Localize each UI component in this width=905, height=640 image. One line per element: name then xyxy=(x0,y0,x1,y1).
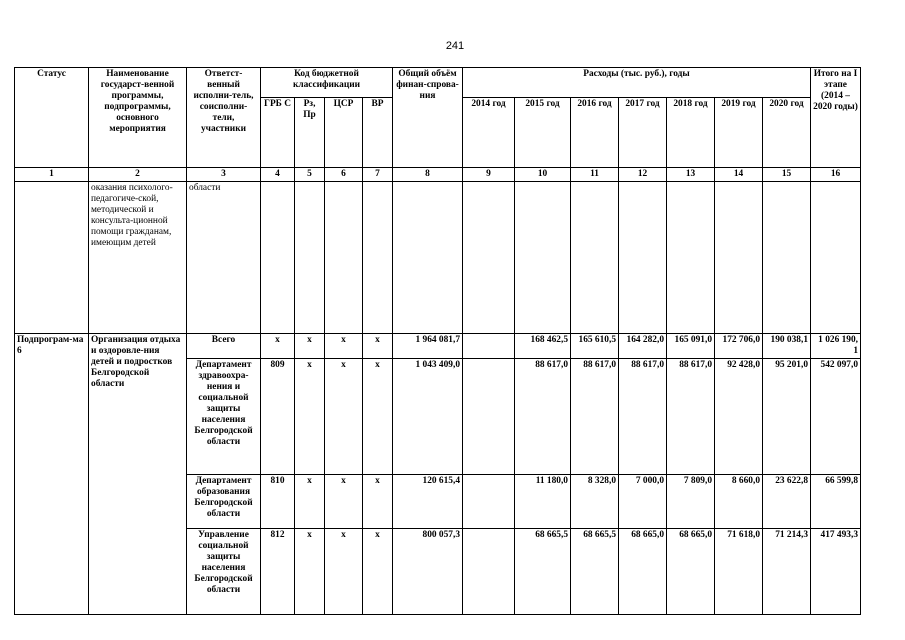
row-2014 xyxy=(463,334,515,359)
row-2018: 88 617,0 xyxy=(667,359,715,475)
column-number: 7 xyxy=(363,168,393,182)
continuation-name: оказания психолого-педагогиче-ской, методической и консульта-ционной помощи гражданам, имеющим детей xyxy=(89,182,187,334)
row-csr: х xyxy=(325,529,363,615)
table-cell xyxy=(715,182,763,334)
row-vr: х xyxy=(363,529,393,615)
table-cell xyxy=(325,182,363,334)
row-stage-total: 1 026 190, 1 xyxy=(811,334,861,359)
row-vr: х xyxy=(363,475,393,529)
row-2018: 165 091,0 xyxy=(667,334,715,359)
column-number: 5 xyxy=(295,168,325,182)
header-grbs: ГРБ С xyxy=(261,98,295,168)
row-2017: 68 665,0 xyxy=(619,529,667,615)
row-2016: 68 665,5 xyxy=(571,529,619,615)
header-row xyxy=(15,68,861,98)
column-number: 15 xyxy=(763,168,811,182)
table-cell xyxy=(515,182,571,334)
row-responsible: Управление социальной защиты населения Белгородской области xyxy=(187,529,261,615)
row-csr: х xyxy=(325,334,363,359)
row-vr: х xyxy=(363,359,393,475)
subprogram-name: Организация отдыха и оздоровле-ния детей и подростков Белгородской области xyxy=(89,334,187,615)
row-2019: 92 428,0 xyxy=(715,359,763,475)
header-status: Статус xyxy=(15,68,89,168)
row-2014 xyxy=(463,475,515,529)
header-name: Наименование государст-венной программы, подпрограммы, основного мероприятия xyxy=(89,68,187,168)
header-responsible: Ответст-венный исполни-тель, соисполни-тели, участники xyxy=(187,68,261,168)
column-number: 3 xyxy=(187,168,261,182)
row-stage-total: 542 097,0 xyxy=(811,359,861,475)
row-2019: 71 618,0 xyxy=(715,529,763,615)
column-number: 11 xyxy=(571,168,619,182)
table-cell xyxy=(763,182,811,334)
row-2017: 7 000,0 xyxy=(619,475,667,529)
subprogram-status: Подпрограм-ма 6 xyxy=(15,334,89,615)
row-grbs: 809 xyxy=(261,359,295,475)
header-year-2016: 2016 год xyxy=(571,98,619,168)
continuation-responsible: области xyxy=(187,182,261,334)
header-stage-total: Итого на I этапе (2014 – 2020 годы) xyxy=(811,68,861,168)
header-budget-code: Код бюджетной классификации xyxy=(261,68,393,98)
row-csr: х xyxy=(325,359,363,475)
row-responsible: Департамент образования Белгородской области xyxy=(187,475,261,529)
row-stage-total: 66 599,8 xyxy=(811,475,861,529)
row-grbs: 812 xyxy=(261,529,295,615)
header-year-2015: 2015 год xyxy=(515,98,571,168)
row-total: 120 615,4 xyxy=(393,475,463,529)
column-number: 2 xyxy=(89,168,187,182)
table-cell xyxy=(811,182,861,334)
header-total: Общий объём финан-спрова-ния xyxy=(393,68,463,168)
row-responsible: Всего xyxy=(187,334,261,359)
column-number: 12 xyxy=(619,168,667,182)
row-2020: 71 214,3 xyxy=(763,529,811,615)
row-2019: 8 660,0 xyxy=(715,475,763,529)
row-rzpr: х xyxy=(295,475,325,529)
table-cell xyxy=(363,182,393,334)
header-year-2018: 2018 год xyxy=(667,98,715,168)
row-2017: 164 282,0 xyxy=(619,334,667,359)
row-grbs: х xyxy=(261,334,295,359)
row-2015: 88 617,0 xyxy=(515,359,571,475)
row-stage-total: 417 493,3 xyxy=(811,529,861,615)
column-number: 1 xyxy=(15,168,89,182)
page-number: 241 xyxy=(445,40,465,52)
table-cell xyxy=(571,182,619,334)
header-rzpr: Рз, Пр xyxy=(295,98,325,168)
row-2014 xyxy=(463,529,515,615)
row-2017: 88 617,0 xyxy=(619,359,667,475)
header-csr: ЦСР xyxy=(325,98,363,168)
row-rzpr: х xyxy=(295,334,325,359)
budget-table xyxy=(14,67,861,615)
row-2015: 11 180,0 xyxy=(515,475,571,529)
row-2018: 68 665,0 xyxy=(667,529,715,615)
column-number: 4 xyxy=(261,168,295,182)
table-cell xyxy=(667,182,715,334)
continuation-row xyxy=(15,182,861,334)
table-row xyxy=(15,334,861,359)
table-cell xyxy=(261,182,295,334)
row-2018: 7 809,0 xyxy=(667,475,715,529)
table-cell xyxy=(295,182,325,334)
header-year-2020: 2020 год xyxy=(763,98,811,168)
row-csr: х xyxy=(325,475,363,529)
row-rzpr: х xyxy=(295,529,325,615)
row-2016: 165 610,5 xyxy=(571,334,619,359)
row-2015: 68 665,5 xyxy=(515,529,571,615)
header-year-2014: 2014 год xyxy=(463,98,515,168)
column-number-row xyxy=(15,168,861,182)
header-expenses: Расходы (тыс. руб.), годы xyxy=(463,68,811,98)
row-2020: 23 622,8 xyxy=(763,475,811,529)
row-total: 1 964 081,7 xyxy=(393,334,463,359)
header-year-2019: 2019 год xyxy=(715,98,763,168)
column-number: 14 xyxy=(715,168,763,182)
table-cell xyxy=(463,182,515,334)
column-number: 13 xyxy=(667,168,715,182)
row-2014 xyxy=(463,359,515,475)
table-cell xyxy=(15,182,89,334)
table-cell xyxy=(393,182,463,334)
row-2020: 190 038,1 xyxy=(763,334,811,359)
row-2015: 168 462,5 xyxy=(515,334,571,359)
row-2016: 8 328,0 xyxy=(571,475,619,529)
row-rzpr: х xyxy=(295,359,325,475)
row-total: 1 043 409,0 xyxy=(393,359,463,475)
column-number: 9 xyxy=(463,168,515,182)
row-responsible: Департамент здравоохра-нения и социальной защиты населения Белгородской области xyxy=(187,359,261,475)
column-number: 16 xyxy=(811,168,861,182)
row-grbs: 810 xyxy=(261,475,295,529)
header-year-2017: 2017 год xyxy=(619,98,667,168)
table-cell xyxy=(619,182,667,334)
header-vr: ВР xyxy=(363,98,393,168)
row-2019: 172 706,0 xyxy=(715,334,763,359)
column-number: 6 xyxy=(325,168,363,182)
row-vr: х xyxy=(363,334,393,359)
column-number: 8 xyxy=(393,168,463,182)
column-number: 10 xyxy=(515,168,571,182)
row-2016: 88 617,0 xyxy=(571,359,619,475)
row-total: 800 057,3 xyxy=(393,529,463,615)
row-2020: 95 201,0 xyxy=(763,359,811,475)
